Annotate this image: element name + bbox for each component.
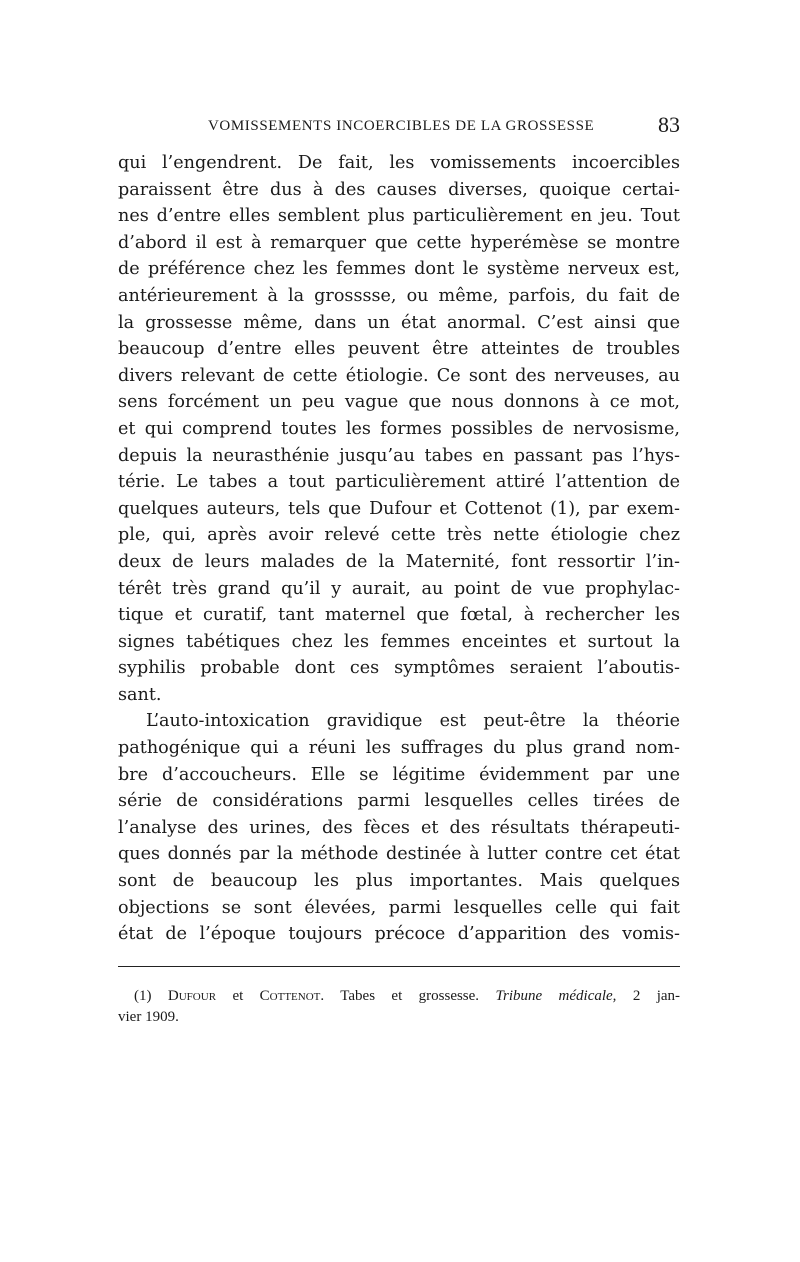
text-line: la grossesse même, dans un état anormal. C’est ainsi que [118,312,680,333]
text-line: pathogénique qui a réuni les suffrages du plus grand nom- [118,738,680,759]
footnote-divider [118,966,680,967]
footnote-author: Cottenot. [259,988,325,1004]
text-line: ques donnés par la méthode destinée à lutter contre cet état [118,844,680,865]
text-line: térêt très grand qu’il y aurait, au point de vue prophylac- [118,578,680,599]
footnote-date: 2 jan- [632,988,681,1004]
text-line: deux de leurs malades de la Maternité, font ressortir l’in- [118,551,680,572]
text-line: térie. Le tabes a tout particulièrement attiré l’attention de [118,472,680,493]
page-number: 83 [658,112,680,137]
text-line: nes d’entre elles semblent plus particulièrement en jeu. Tout [118,206,680,227]
text-line: paraissent être dus à des causes diverses, quoique certai- [118,179,680,200]
text-line: depuis la neurasthénie jusqu’au tabes en passant pas l’hys- [118,445,680,466]
text-line: signes tabétiques chez les femmes enceintes et surtout la [118,631,680,652]
footnote-marker: (1) [134,988,152,1004]
text-line: de préférence chez les femmes dont le système nerveux est, [118,259,680,280]
text-line: qui l’engendrent. De fait, les vomissements incoercibles [118,153,680,173]
text-line: état de l’époque toujours précoce d’apparition des vomis- [118,924,680,945]
footnote-author: Dufour [167,988,217,1004]
text-line: ple, qui, après avoir relevé cette très nette étiologie chez [118,525,680,546]
footnote-journal: Tribune médicale, [495,988,617,1004]
text-line: sens forcément un peu vague que nous donnons à ce mot, [118,392,680,413]
text-line-paragraph-start: L’auto-intoxication gravidique est peut-être la théorie [146,711,680,732]
footnotes [118,986,680,1028]
text-line-paragraph-end: sant. [118,684,162,705]
body-text [118,150,680,948]
running-title: VOMISSEMENTS INCOERCIBLES DE LA GROSSESSE [208,118,595,134]
text-line: divers relevant de cette étiologie. Ce sont des nerveuses, au [118,365,680,386]
footnote-line [118,1007,680,1028]
footnote-title: Tabes et grossesse. [340,988,480,1004]
text-line: bre d’accoucheurs. Elle se légitime évidemment par une [118,764,680,785]
text-line: sont de beaucoup les plus importantes. Mais quelques [118,871,680,892]
text-line: tique et curatif, tant maternel que fœtal, à rechercher les [118,605,680,626]
text-line: objections se sont élevées, parmi lesquelles celle qui fait [118,897,680,918]
text-line: quelques auteurs, tels que Dufour et Cottenot (1), par exem- [118,498,680,519]
text-line: beaucoup d’entre elles peuvent être atteintes de troubles [118,339,680,360]
running-head [118,112,680,142]
text-line: l’analyse des urines, des fèces et des résultats thérapeuti- [118,817,680,838]
footnote-connector: et [232,988,244,1004]
text-line: d’abord il est à remarquer que cette hyperémèse se montre [118,232,680,253]
text-line: antérieurement à la grosssse, ou même, parfois, du fait de [118,285,680,306]
text-line: syphilis probable dont ces symptômes seraient l’aboutis- [118,658,680,679]
footnote-date-continued: vier 1909. [118,1009,179,1025]
text-line: série de considérations parmi lesquelles celles tirées de [118,791,680,812]
text-line: et qui comprend toutes les formes possibles de nervosisme, [118,418,680,439]
footnote-line [118,986,680,1007]
